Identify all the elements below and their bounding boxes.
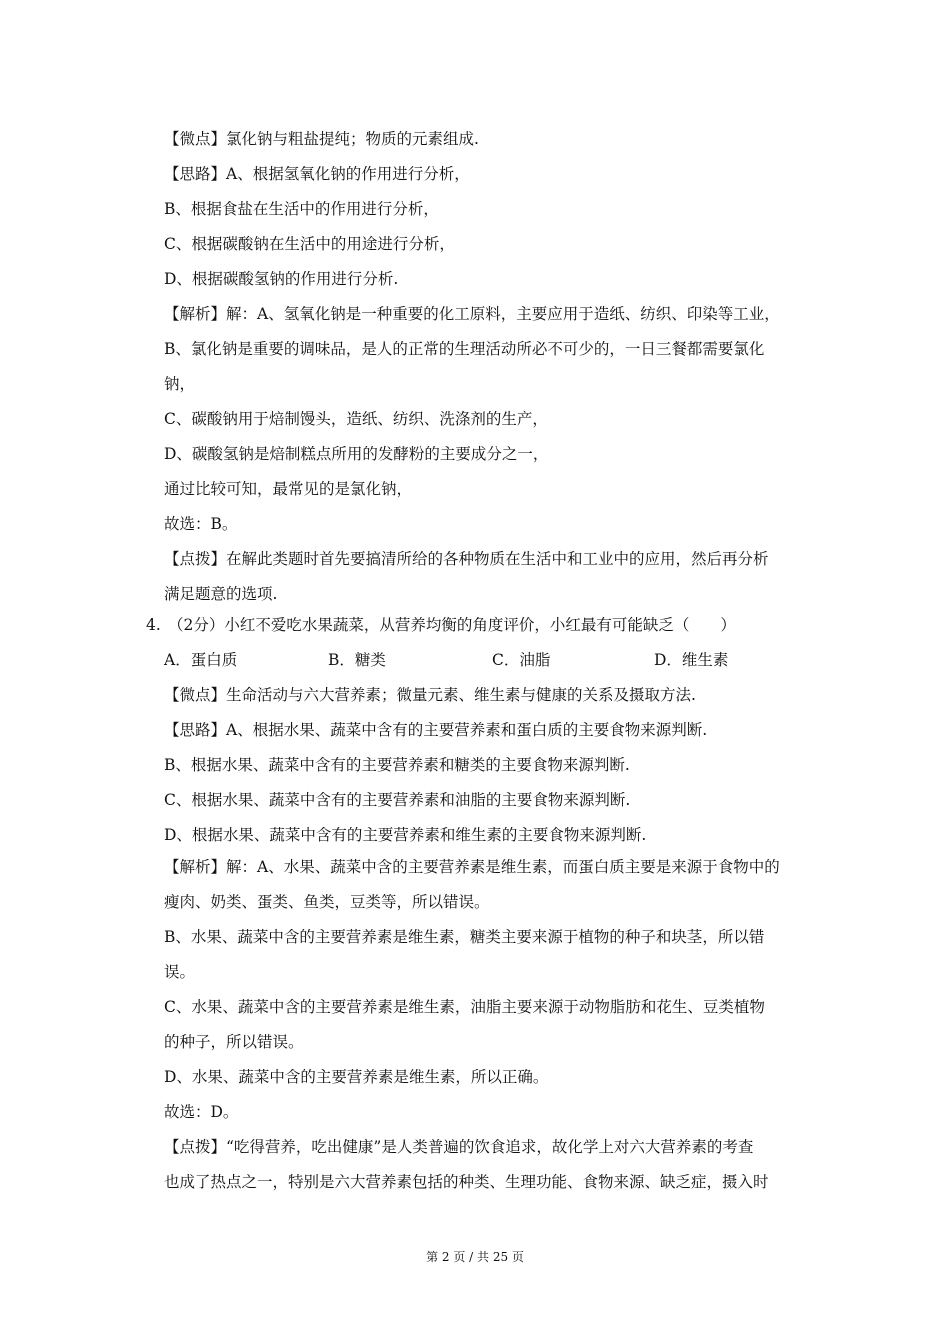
q3-dianbo-line: 满足题意的选项. [164, 585, 278, 603]
q3-weidian: 【微点】氯化钠与粗盐提纯；物质的元素组成. [164, 130, 479, 148]
q4-weidian: 【微点】生命活动与六大营养素；微量元素、维生素与健康的关系及摄取方法. [164, 686, 696, 704]
q3-silu-line: D、根据碳酸氢钠的作用进行分析. [164, 270, 399, 288]
q3-silu-line: C、根据碳酸钠在生活中的用途进行分析， [164, 235, 455, 253]
q4-jiexi-line: 误。 [164, 963, 196, 981]
q3-jiexi-line: 【解析】解：A、氢氧化钠是一种重要的化工原料，主要应用于造纸、纺织、印染等工业， [164, 305, 780, 323]
q4-jiexi-line: 【解析】解：A、水果、蔬菜中含的主要营养素是维生素，而蛋白质主要是来源于食物中的 [164, 858, 780, 876]
page-footer: 第 2 页 / 共 25 页 [426, 1250, 524, 1264]
q4-option-a: A．蛋白质 [164, 651, 238, 669]
q4-jiexi-line: 瘦肉、奶类、蛋类、鱼类，豆类等，所以错误。 [164, 893, 490, 911]
q3-dianbo-line: 【点拨】在解此类题时首先要搞清所给的各种物质在生活中和工业中的应用，然后再分析 [164, 550, 769, 568]
q4-jiexi-line: 的种子，所以错误。 [164, 1033, 304, 1051]
q4-number: 4. [146, 616, 161, 634]
q3-jiexi-line: 钠， [164, 375, 196, 393]
q4-dianbo-line: 也成了热点之一，特别是六大营养素包括的种类、生理功能、食物来源、缺乏症，摄入时 [164, 1173, 769, 1191]
q4-silu-line: D、根据水果、蔬菜中含有的主要营养素和维生素的主要食物来源判断. [164, 826, 647, 844]
q4-jiexi-line: C、水果、蔬菜中含的主要营养素是维生素，油脂主要来源于动物脂肪和花生、豆类植物 [164, 998, 765, 1016]
q4-dianbo-line: 【点拨】“吃得营养，吃出健康”是人类普遍的饮食追求，故化学上对六大营养素的考查 [164, 1138, 754, 1156]
q3-silu-line: B、根据食盐在生活中的作用进行分析， [164, 200, 439, 218]
q4-silu-line: B、根据水果、蔬菜中含有的主要营养素和糖类的主要食物来源判断. [164, 756, 630, 774]
q3-jiexi-line: C、碳酸钠用于焙制馒头，造纸、纺织、洗涤剂的生产， [164, 410, 548, 428]
q3-jiexi-line: 故选：B。 [164, 515, 238, 533]
q4-option-b: B．糖类 [328, 651, 386, 669]
q4-jiexi-line: B、水果、蔬菜中含的主要营养素是维生素，糖类主要来源于植物的种子和块茎，所以错 [164, 928, 765, 946]
q3-jiexi-line: B、氯化钠是重要的调味品，是人的正常的生理活动所必不可少的，一日三餐都需要氯化 [164, 340, 765, 358]
q4-jiexi-line: 故选：D。 [164, 1103, 239, 1121]
q3-jiexi-line: 通过比较可知，最常见的是氯化钠， [164, 480, 413, 498]
q4-jiexi-line: D、水果、蔬菜中含的主要营养素是维生素，所以正确。 [164, 1068, 549, 1086]
q4-silu-line: C、根据水果、蔬菜中含有的主要营养素和油脂的主要食物来源判断. [164, 791, 631, 809]
q4-stem: （2分）小红不爱吃水果蔬菜，从营养均衡的角度评价，小红最有可能缺乏（ ） [168, 616, 736, 634]
q3-jiexi-line: D、碳酸氢钠是焙制糕点所用的发酵粉的主要成分之一， [164, 445, 549, 463]
q3-silu-line: 【思路】A、根据氢氧化钠的作用进行分析， [164, 165, 470, 183]
q4-option-c: C．油脂 [492, 651, 551, 669]
q4-silu-line: 【思路】A、根据水果、蔬菜中含有的主要营养素和蛋白质的主要食物来源判断. [164, 721, 708, 739]
q4-option-d: D．维生素 [654, 651, 729, 669]
